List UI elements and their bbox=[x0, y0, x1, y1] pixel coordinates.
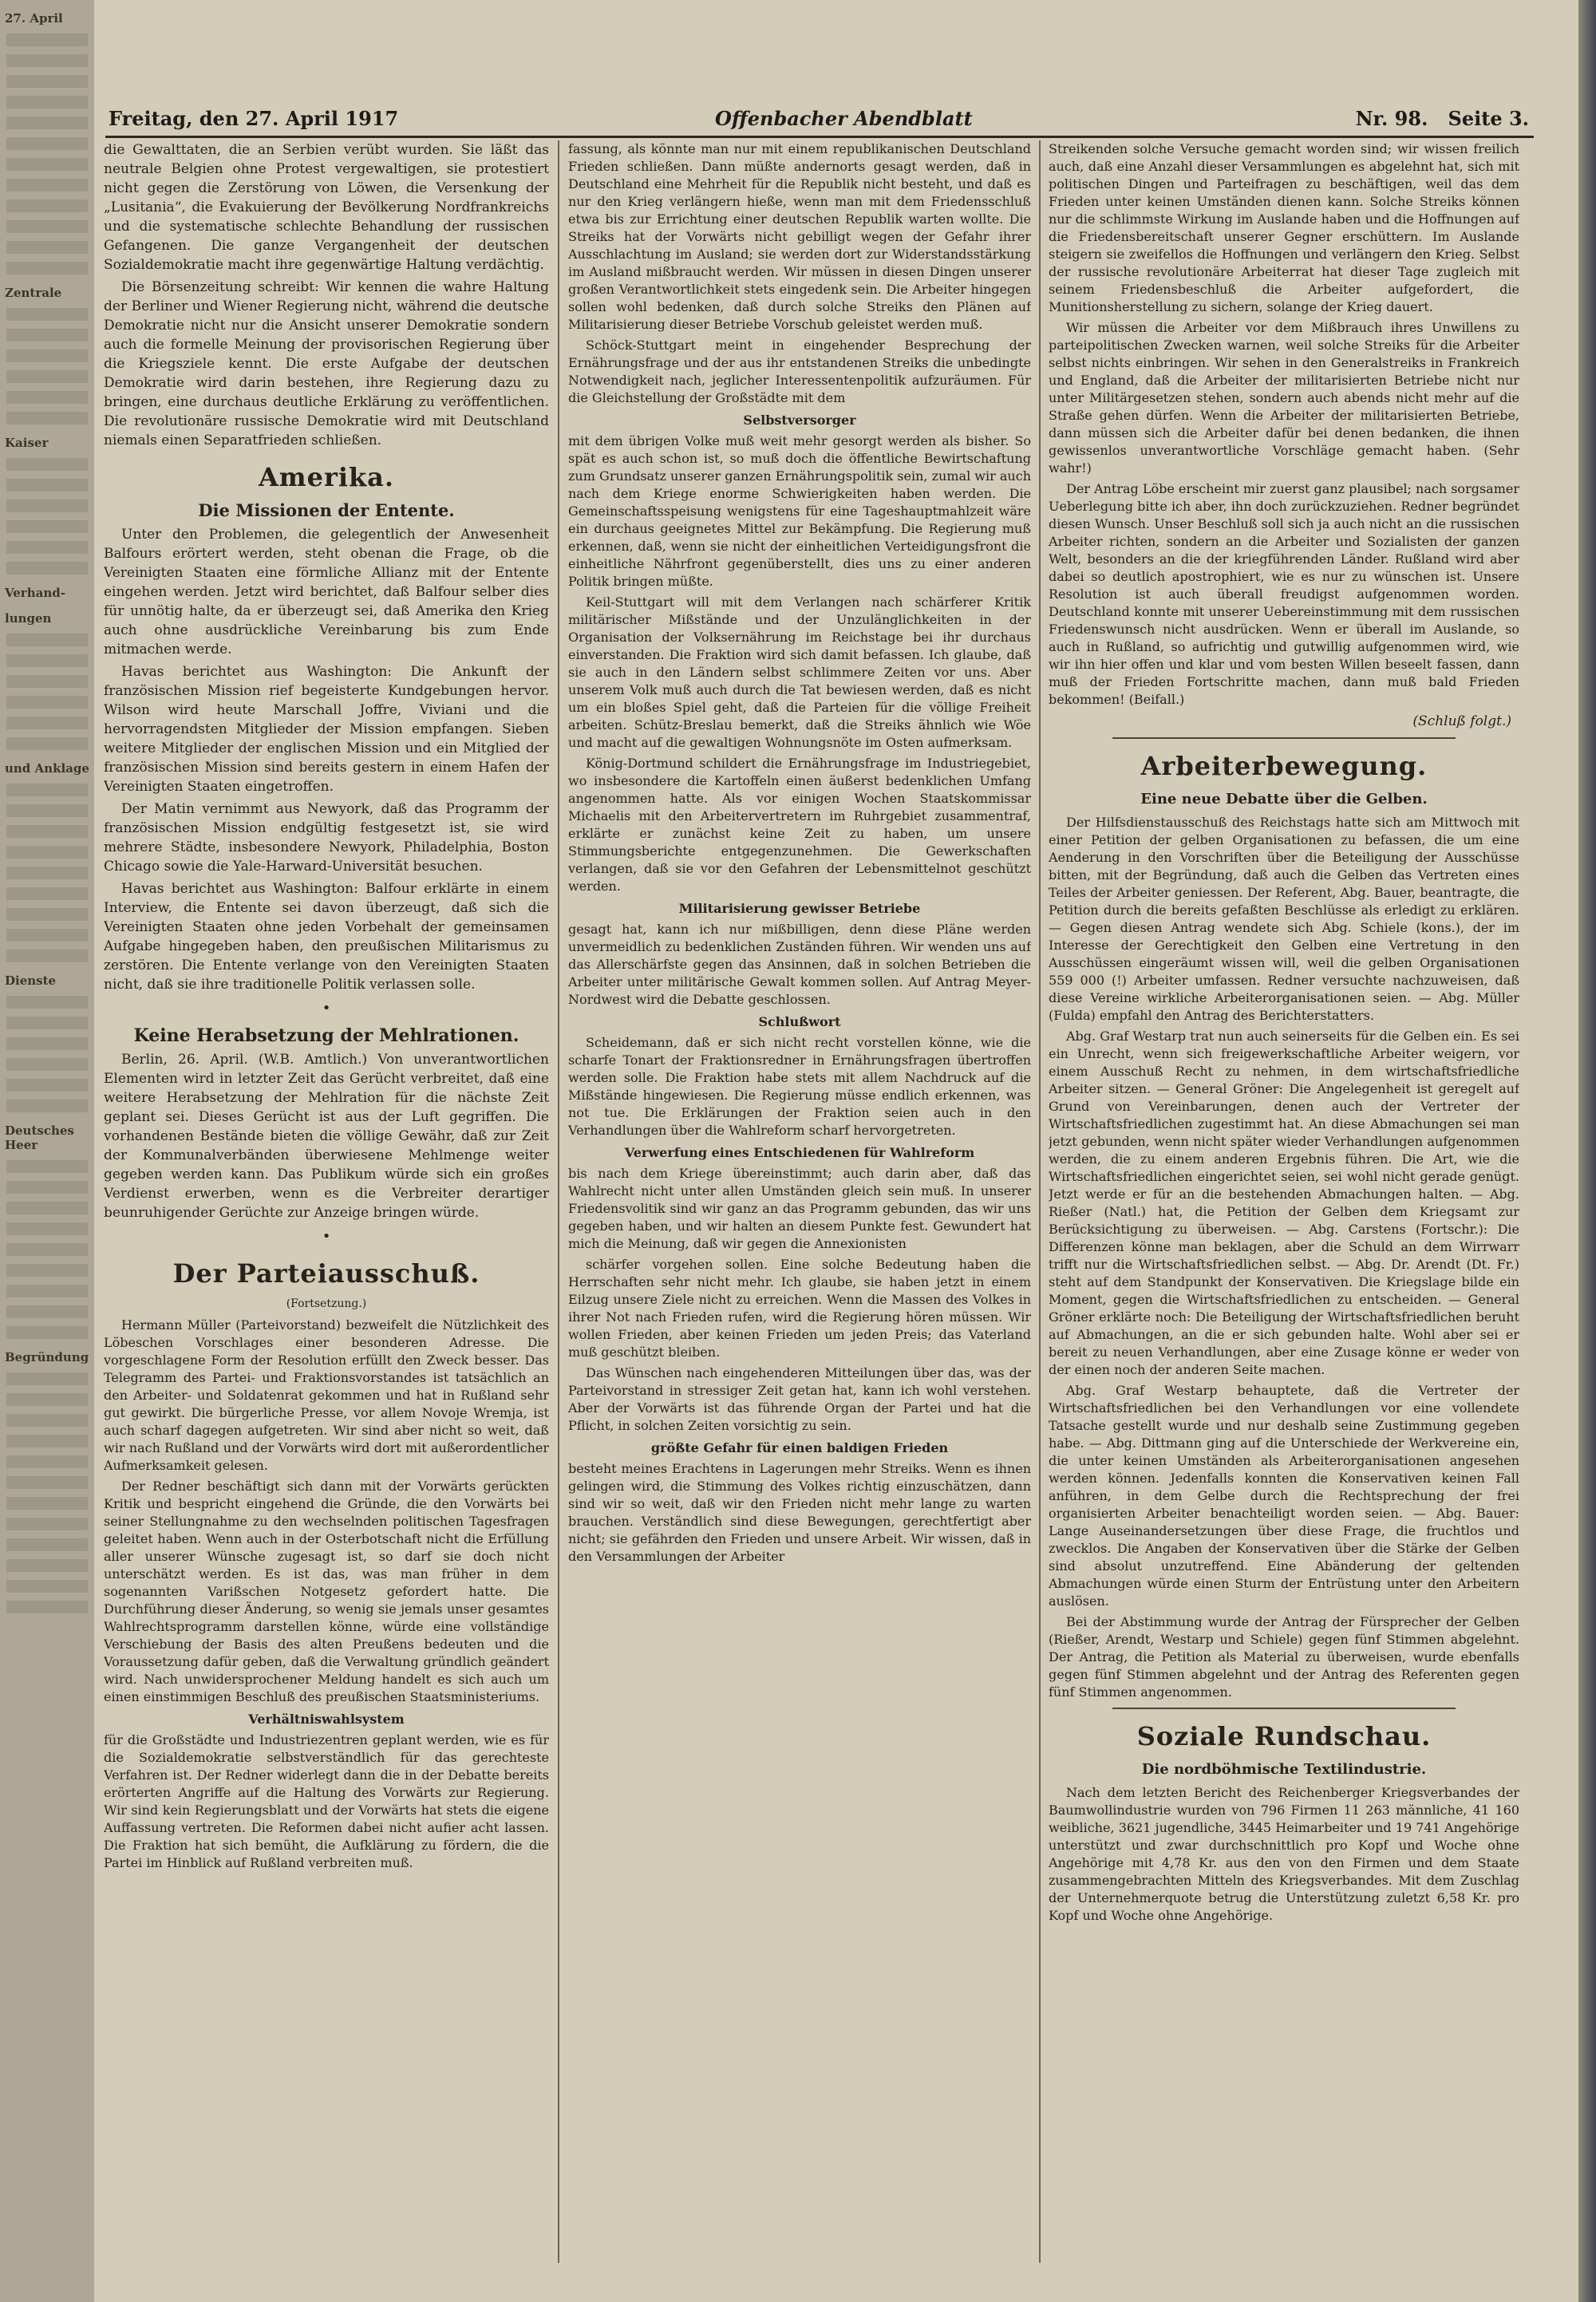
separator-dot: • bbox=[322, 1000, 331, 1017]
previous-page-edge bbox=[0, 0, 96, 2302]
article-paragraph: die Gewalttaten, die an Serbien verübt wurden. Sie läßt das neutrale Belgien ohne Protest vergewaltigen, sie protestiert nicht gegen die Zerstörung von Löwen, die Versenkung der „Lusitania“, die Evakuierung der Bevölkerung Nordfrankreichs und die systematische schlechte Behandlung der russischen Gefangenen. Die ganze Vergangenheit der deutschen Sozialdemokratie macht ihre gegenwärtige Haltung verdächtig. bbox=[104, 142, 549, 273]
scanner-edge bbox=[1578, 0, 1596, 2302]
article-paragraph: Der Antrag Löbe erscheint mir zuerst ganz plausibel; nach sorgsamer Ueberlegung bitte ich aber, ihn doch zurückzuziehen. Redner begründet diesen Wunsch. Unser Beschluß soll sich ja auch nicht an die russischen Arbeiter richten, sondern an die Arbeiter und Sozialisten der ganzen Welt, besonders an die der kriegführenden Länder. Rußland wird aber dabei so deutlich apostrophiert, wie es nur zu wünschen ist. Unsere Resolution ist auch überall freudigst aufgenommen worden. Deutschland konnte mit unserer Uebereinstimmung mit dem russischen Friedenswunsch nicht ausdrücken. Wenn er überall im Auslande, so auch in Rußland, so aufrichtig und gutwillig aufgenommen wird, wie wir ihn hier offen und klar und vom besten Willen beseelt fassen, dann muß der Frieden Fortschritte machen, dann muß bald Frieden bekommen! (Beifall.) bbox=[1049, 481, 1519, 707]
column-1 bbox=[104, 140, 549, 2287]
section-rule bbox=[1112, 737, 1456, 739]
masthead-issue-page bbox=[1356, 107, 1529, 130]
article-paragraph: Der Matin vernimmt aus Newyork, daß das Programm der französischen Mission endgültig festgesetzt ist, sie wird mehrere Städte, insbesondere Newyork, Philadelphia, Boston Chicago sowie die Yale-Harward-Universität besuchen. bbox=[104, 801, 549, 875]
article-paragraph: schärfer vorgehen sollen. Eine solche Bedeutung haben die Herrschaften sehr nicht mehr. Ich glaube, sie haben jetzt in einem Eilzug unsere Ziele nicht zu erreichen. Wenn die Massen des Volkes in ihrer Not nach Frieden rufen, wird die Regierung hören müssen. Wir wollen Frieden, aber keinen Frieden um jeden Preis; das Vaterland muß geschützt bleiben. bbox=[568, 1257, 1031, 1360]
subheadline-groesste-gefahr: größte Gefahr für einen baldigen Frieden bbox=[650, 1440, 949, 1455]
subheadline-verhaeltniswahl: Verhältniswahlsystem bbox=[248, 1712, 405, 1727]
subheadline-schlusswort: Schlußwort bbox=[758, 1014, 841, 1029]
column-divider bbox=[1039, 140, 1041, 2263]
article-paragraph: mit dem übrigen Volke muß weit mehr gesorgt werden als bisher. So spät es auch schon ist, so muß doch die öffentliche Bewirtschaftung zum Grundsatz unserer ganzen Ernährungspolitik sein, zumal wir auch nach dem Kriege enorme Schwierigkeiten haben werden. Die Gemeinschaftsspeisung wenigstens für eine Tageshauptmahlzeit wäre ein durchaus geeignetes Mittel zur Bekämpfung. Die Regierung muß erkennen, daß, wenn sie nicht der einheitlichen Verteidigungsfront die einheitliche Nährfront gegenüberstellt, dies uns zu einer anderen Politik bringen müßte. bbox=[568, 433, 1031, 589]
column-3 bbox=[1049, 140, 1519, 2287]
column-2 bbox=[568, 140, 1031, 2287]
article-paragraph: Wir müssen die Arbeiter vor dem Mißbrauch ihres Unwillens zu parteipolitischen Zwecken warnen, weil solche Streiks für die Arbeiter selbst nichts einbringen. Wir sehen in den Generalstreiks in Frankreich und England, daß die Arbeiter der militarisierten Betriebe nicht nur unter Militärgesetzen stehen, sondern auch abends nicht mehr auf die Straße gehen dürfen. Wenn die Arbeiter der militarisierten Betriebe, dann müssen sich die Arbeiter dafür bei denen bedanken, die ihnen gewissenlos unverantwortliche Vorschläge gemacht haben. (Sehr wahr!) bbox=[1049, 320, 1519, 476]
article-paragraph: Unter den Problemen, die gelegentlich der Anwesenheit Balfours erörtert werden, steht obenan die Frage, ob die Vereinigten Staaten eine förmliche Allianz mit der Entente eingehen werden. Jetzt wird berichtet, daß Balfour selber dies für unnötig halte, da er überzeugt sei, daß Amerika den Krieg auch ohne ausdrückliche Vereinbarung bis zum Ende mitmachen werde. bbox=[104, 527, 549, 657]
subheadline-selbstversorger: Selbstversorger bbox=[743, 413, 856, 428]
subheadline-missionen: Die Missionen der Entente. bbox=[198, 500, 455, 520]
article-paragraph: besteht meines Erachtens in Lagerungen mehr Streiks. Wenn es ihnen gelingen wird, die Stimmung des Volkes richtig einzuschätzen, dann sind wir so weit, daß wir den Frieden nicht mehr lange zu warten brauchen. Verständlich sind diese Bewegungen, gerechtfertigt aber nicht; sie gefährden den Frieden und unsere Arbeit. Wir wissen, daß in den Versammlungen der Arbeiter bbox=[568, 1461, 1031, 1564]
article-paragraph: Das Wünschen nach eingehenderen Mitteilungen über das, was der Parteivorstand in stressiger Zeit getan hat, kann ich wohl verstehen. Aber der Vorwärts ist das führende Organ der Partei und hat die Pflicht, in solchen Zeiten vorsichtig zu sein. bbox=[568, 1365, 1031, 1433]
article-paragraph: gesagt hat, kann ich nur mißbilligen, denn diese Pläne werden unvermeidlich zu bedenklichen Zuständen führen. Wir wenden uns auf das Allerschärfste gegen das Ansinnen, daß in solchen Betrieben die Arbeiter unter militärische Gewalt kommen sollen. Auf Antrag Meyer-Nordwest wird die Debatte geschlossen. bbox=[568, 922, 1031, 1007]
issue-number: Nr. 98. bbox=[1355, 107, 1428, 130]
article-paragraph: Bei der Abstimmung wurde der Antrag der Fürsprecher der Gelben (Rießer, Arendt, Westarp und Schiele) gegen fünf Stimmen abgelehnt. Der Antrag, die Petition als Material zu überweisen, wurde ebenfalls gegen fünf Stimmen abgelehnt und der Antrag des Referenten gegen fünf Stimmen angenommen. bbox=[1049, 1614, 1519, 1700]
article-paragraph: Abg. Graf Westarp trat nun auch seinerseits für die Gelben ein. Es sei ein Unrecht, wenn sich freigewerkschaftliche Arbeiter weigern, vor einem Ausschuß Recht zu nehmen, in dem wirtschaftsfriedliche Arbeiter sitzen. — General Gröner: Die Angelegenheit ist geregelt auf Grund von Vereinbarungen, denen auch der Vertreter der Wirtschaftsfriedlichen zugestimmt hat. An diese Abmachungen sei man jetzt gebunden, wenn nicht später wieder Verhandlungen aufgenommen werden, die zu einem anderen Ergebnis führen. Die Art, wie die Wirtschaftsfriedlichen eingerichtet seien, sei wohl nicht gerade genügt. Jetzt werde er für an die bestehenden Abmachungen halten. — Abg. Rießer (Natl.) hat, die Petition der Gelben dem Kriegsamt zur Berücksichtigung zu überweisen. — Abg. Carstens (Fortschr.): Die Differenzen könne man beklagen, aber die Schuld an dem Wirrwarr trifft nur die Wirtschaftsfriedlichen selbst. — Abg. Dr. Arendt (Dt. Fr.) steht auf dem Standpunkt der Konservativen. Die Kriegslage bilde ein Moment, gegen die Wirtschaftsfriedlichen zu entscheiden. — General Gröner erklärte noch: Die Beteiligung der Wirtschaftsfriedlichen beruht auf Abmachungen, an die er sich gebunden halte. Wohl aber sei er bereit zu neuen Verhandlungen, aber eine Zusage könne er weder von der einen noch der anderen Seite machen. bbox=[1049, 1029, 1519, 1377]
masthead-date: Freitag, den 27. April 1917 bbox=[109, 107, 399, 130]
article-paragraph: Berlin, 26. April. (W.B. Amtlich.) Von unverantwortlichen Elementen wird in letzter Zeit das Gerücht verbreitet, daß eine weitere Herabsetzung der Mehlration für die nächste Zeit geplant sei. Dieses Gerücht ist aus der Luft gegriffen. Die vorhandenen Bestände bieten die völlige Gewähr, daß zur Zeit der Kommunalverbänden überwiesene Mehlmenge weiter gegeben werden kann. Das Publikum würde sich ein großes Verdienst erwerben, wenn es die Verbreiter derartiger beunruhigender Gerüchte zur Anzeige bringen würde. bbox=[104, 1052, 549, 1221]
article-paragraph: König-Dortmund schildert die Ernährungsfrage im Industriegebiet, wo insbesondere die Kartoffeln einen äußerst bedenklichen Umfang angenommen hatte. Als vor einigen Wochen Staatskommissar Michaelis mit den Arbeitervertretern im Ruhrgebiet zusammentraf, erklärte er zunächst keine Zeit zu haben, um unsere Stimmungsberichte entgegenzunehmen. Die Gewerkschaften verlangen, daß sie vor den Gefahren der Lebensmittelnot geschützt werden. bbox=[568, 756, 1031, 894]
article-paragraph: Hermann Müller (Parteivorstand) bezweifelt die Nützlichkeit des Löbeschen Vorschlages einer besonderen Adresse. Die vorgeschlagene Form der Resolution erfüllt den Zweck besser. Das Telegramm des Partei- und Fraktionsvorstandes ist tatsächlich an den Arbeiter- und Soldatenrat gekommen und hat in Rußland sehr gut gewirkt. Die bürgerliche Presse, vor allem Novoje Wremja, ist auch scharf dagegen aufgetreten. Wir sind aber nicht so weit, daß wir nach Rußland und der Vorwärts wird dort mit außerordentlicher Aufmerksamkeit gelesen. bbox=[104, 1317, 549, 1473]
article-paragraph: Der Hilfsdienstausschuß des Reichstags hatte sich am Mittwoch mit einer Petition der gelben Organisationen zu befassen, die um eine Aenderung in den Vorschriften über die Beteiligung der Ausschüsse bitten, mit der Begründung, daß auch die Gelben das Vertreten eines Teiles der Arbeiter geniessen. Der Referent, Abg. Bauer, beantragte, die Petition durch die bereits gefaßten Beschlüsse als erledigt zu erklären. — Gegen diesen Antrag wendete sich Abg. Schiele (kons.), der im Interesse der Gerechtigkeit den Gelben eine Vertretung in den Ausschüssen eingeräumt wissen will, weil die gelben Organisationen 559 000 (!) Arbeiter umfassen. Redner versuchte nachzuweisen, daß diese Vereine wirkliche Arbeiterorganisationen seien. — Abg. Müller (Fulda) empfahl den Antrag des Berichterstatters. bbox=[1049, 815, 1519, 1023]
article-paragraph: Scheidemann, daß er sich nicht recht vorstellen könne, wie die scharfe Tonart der Fraktionsredner in Ernährungsfragen übertroffen werden solle. Die Fraktion habe stets mit allem Nachdruck auf die Mißstände hingewiesen. Die Regierung müsse endlich erkennen, was not tue. Die Erklärungen der Fraktion seien auch in den Verhandlungen über die Wahlreform scharf hervorgetreten. bbox=[568, 1035, 1031, 1138]
article-paragraph: Havas berichtet aus Washington: Balfour erklärte in einem Interview, die Entente sei davon überzeugt, daß sich die Vereinigten Staaten ohne jeden Vorbehalt der gemeinsamen Aufgabe hingegeben haben, den preußischen Militarismus zu zerstören. Die Entente verlange von den Vereinigten Staaten nicht, daß sie ihre traditionelle Politik verlassen solle. bbox=[104, 881, 549, 993]
article-paragraph: bis nach dem Kriege übereinstimmt; auch darin aber, daß das Wahlrecht nicht unter allen Umständen gleich sein muß. In unserer Friedensvolitik sind wir ganz an das Programm gebunden, das wir uns gegeben haben, und wir halten an diesem Punkte fest. Gewundert hat mich die Meinung, daß wir gegen die Annexionisten bbox=[568, 1166, 1031, 1251]
article-paragraph: Keil-Stuttgart will mit dem Verlangen nach schärferer Kritik militärischer Mißstände und der Unzulänglichkeiten in der Organisation der Volksernährung im Reichstage bei ihr durchaus einverstanden. Die Fraktion wird sich damit befassen. Ich glaube, daß sie auch in den Ländern selbst schlimmere Zeiten vor uns. Aber unserem Volk muß auch durch die Tat bewiesen werden, daß es nicht um ein bloßes Spiel geht, daß die Parteien für die völlige Freiheit arbeiten. Schütz-Breslau bemerkt, daß die Streiks ähnlich wie Wöe und macht auf die gewaltigen Wohnungsnöte im Osten aufmerksam. bbox=[568, 594, 1031, 750]
subheadline-militarisierung: Militarisierung gewisser Betriebe bbox=[678, 901, 921, 916]
article-paragraph: für die Großstädte und Industriezentren geplant werden, wie es für die Sozialdemokratie selbstverständlich für das gerechteste Verfahren ist. Der Redner widerlegt dann die in der Debatte bereits erörterten Angriffe auf die Haltung des Vorwärts zur Regierung. Wir sind kein Regierungsblatt und der Vorwärts hat stets die eigene Auffassung vertreten. Die Reformen dabei nicht aufier acht lassen. Die Fraktion hat sich bemüht, die Aufklärung zu fördern, die die Partei im Hinblick auf Rußland verbreiten muß. bbox=[104, 1732, 549, 1870]
prev-page-word: Deutsches Heer bbox=[5, 1123, 74, 1152]
prev-page-word: Zentrale bbox=[5, 286, 62, 300]
subheadline-gelben: Eine neue Debatte über die Gelben. bbox=[1140, 791, 1428, 807]
article-paragraph: Nach dem letzten Bericht des Reichenberger Kriegsverbandes der Baumwollindustrie wurden von 796 Firmen 11 263 männliche, 41 160 weibliche, 3621 jugendliche, 3445 Heimarbeiter und 19 741 Angehörige unterstützt und zwar durchschnittlich pro Kopf und Woche ohne Angehörige mit 4,78 Kr. aus den von den Firmen und dem Staate zusammengebrachten Mitteln des Kriegsverbandes. Mit dem Zuschlag der Unternehmerquote betrug die Unterstützung zuletzt 6,58 Kr. pro Kopf und Woche ohne Angehörige. bbox=[1049, 1785, 1519, 1923]
headline-arbeiterbewegung: Arbeiterbewegung. bbox=[1140, 751, 1428, 781]
prev-page-word: und Anklage bbox=[5, 761, 89, 776]
prev-page-word: Begründung bbox=[5, 1350, 89, 1364]
subheadline-verwerfung: Verwerfung eines Entschiedenen für Wahlreform bbox=[624, 1145, 975, 1160]
article-paragraph: Schöck-Stuttgart meint in eingehender Besprechung der Ernährungsfrage und der aus ihr entstandenen Streiks die unbedingte Notwendigkeit nach, jeglicher Interessentenpolitik aufzuräumen. Für die Gleichstellung der Großstädte mit dem bbox=[568, 338, 1031, 405]
continued-note: (Schluß folgt.) bbox=[1412, 713, 1511, 729]
prev-page-word: lungen bbox=[5, 611, 52, 626]
separator-dot: • bbox=[322, 1228, 331, 1245]
subheadline-textilindustrie: Die nordböhmische Textilindustrie. bbox=[1141, 1761, 1427, 1778]
prev-page-word: Kaiser bbox=[5, 436, 49, 450]
continuation-note: (Fortsetzung.) bbox=[286, 1297, 367, 1310]
masthead-paper-title: Offenbacher Abendblatt bbox=[715, 107, 973, 130]
section-rule bbox=[1112, 1708, 1456, 1709]
masthead-rule bbox=[105, 136, 1534, 138]
headline-soziale-rundschau: Soziale Rundschau. bbox=[1136, 1721, 1432, 1751]
article-paragraph: fassung, als könnte man nur mit einem republikanischen Deutschland Frieden schließen. Dann müßte andernorts gesagt werden, daß in Deutschland eine Mehrheit für die Republik nicht besteht, und daß es nur den Krieg verlängern hieße, wenn man mit dem Friedensschluß etwa bis zur Errichtung einer deutschen Republik warten wollte. Die Streiks hat der Vorwärts nicht gebilligt wegen der Gefahr ihrer Ausschlachtung im Ausland; sie werden dort zur Widerstandsstärkung im Ausland mißbraucht werden. Wir müssen in diesen Dingen unserer großen Verantwortlichkeit stets eingedenk sein. Die Arbeiter hingegen sollen wohl bedenken, daß durch solche Streiks den Plänen auf Militarisierung dieser Betriebe Vorschub geleistet werden muß. bbox=[568, 141, 1031, 332]
prev-page-word: Dienste bbox=[5, 973, 57, 988]
newspaper-page bbox=[94, 0, 1578, 2302]
article-paragraph: Havas berichtet aus Washington: Die Ankunft der französischen Mission rief begeisterte Kundgebungen hervor. Wilson wird heute Marschall Joffre, Viviani und die hervorragendsten Mitglieder der Mission empfangen. Sieben weitere Mitglieder der englischen Mission und ein Mitglied der französischen Mission sind bereits gestern in einem Hafen der Vereinigten Staaten eingetroffen. bbox=[104, 664, 549, 795]
headline-parteiausschuss: Der Parteiausschuß. bbox=[172, 1258, 480, 1289]
prev-page-word: Verhand- bbox=[5, 586, 65, 600]
prev-page-word: 27. April bbox=[5, 11, 63, 26]
article-paragraph: Streikenden solche Versuche gemacht worden sind; wir wissen freilich auch, daß eine Anzahl dieser Versammlungen es abgelehnt hat, sich mit politischen Dingen und Parteifragen zu beschäftigen, weil das dem Frieden unter keinen Umständen dienen kann. Solche Streiks können nur die schlimmste Wirkung im Auslande haben und die Hoffnungen auf die Friedensbereitschaft unserer Gegner erschüttern. Im Auslande steigern sie zweifellos die Hoffnungen und verlängern den Krieg. Selbst der russische revolutionäre Arbeiterrat hat dieser Tage zugleich mit seinem Friedensbeschluß die Arbeiter aufgefordert, die Munitionsherstellung zu sichern, solange der Krieg dauert. bbox=[1049, 141, 1519, 314]
article-paragraph: Abg. Graf Westarp behauptete, daß die Vertreter der Wirtschaftsfriedlichen bei den Verhandlungen vor eine vollendete Tatsache gestellt wurde und nur deshalb seine Zustimmung gegeben habe. — Abg. Dittmann ging auf die Unterschiede der Werkvereine ein, die unter keinen Umständen als Arbeiterorganisationen angesehen werden können. Jedenfalls konnten die Konservativen keinen Fall anführen, in dem Gelbe durch die Rechtsprechung der frei organisierten Arbeiter benachteiligt worden seien. — Abg. Bauer: Lange Auseinandersetzungen über diese Frage, die fruchtlos und zwecklos. Die Angaben der Konservativen über die Stärke der Gelben sind absolut unzutreffend. Eine Abänderung der geltenden Abmachungen würde einen Sturm der Entrüstung unter den Arbeitern auslösen. bbox=[1049, 1383, 1519, 1609]
column-divider bbox=[558, 140, 559, 2263]
headline-amerika: Amerika. bbox=[258, 462, 395, 492]
article-paragraph: Der Redner beschäftigt sich dann mit der Vorwärts gerückten Kritik und bespricht eingehend die Gründe, die den Vorwärts bei seiner Stellungnahme zu den wechselnden politischen Tagesfragen geleitet haben. Wenn auch in der Osterbotschaft nicht die Erfüllung aller unserer Wünsche zugesagt ist, so darf sie doch nicht unterschätzt werden. Es ist das, was man früher in dem sogenannten Varißschen Notgesetz gefordert hatte. Die Durchführung dieser Änderung, so wenig sie jemals unser gesamtes Wahlrechtsprogramm darstellen könne, würde eine vollständige Verschiebung der Basis des alten Preußens bedeuten und die Voraussetzung dafür geben, daß die Verwaltung gründlich geändert wird. Nach unwidersprochener Meldung handelt es sich auch um einen einstimmigen Beschluß des preußischen Staatsministeriums. bbox=[104, 1479, 549, 1704]
article-paragraph: Die Börsenzeitung schreibt: Wir kennen die wahre Haltung der Berliner und Wiener Regierung nicht, während die deutsche Demokratie nicht nur die Ansicht unserer Demokratie sondern auch die formelle Meinung der provisorischen Regierung über die Kriegsziele kennt. Die erste Aufgabe der deutschen Demokratie wird darin bestehen, ihre Regierung dazu zu bringen, eine durchaus deutliche Erklärung zu veröffentlichen. Die revolutionäre russische Demokratie wird mit Deutschland niemals einen Separatfrieden schließen. bbox=[104, 279, 549, 448]
masthead bbox=[109, 102, 1529, 136]
headline-mehlrationen: Keine Herabsetzung der Mehlrationen. bbox=[133, 1025, 519, 1046]
page-number: Seite 3. bbox=[1448, 107, 1529, 130]
